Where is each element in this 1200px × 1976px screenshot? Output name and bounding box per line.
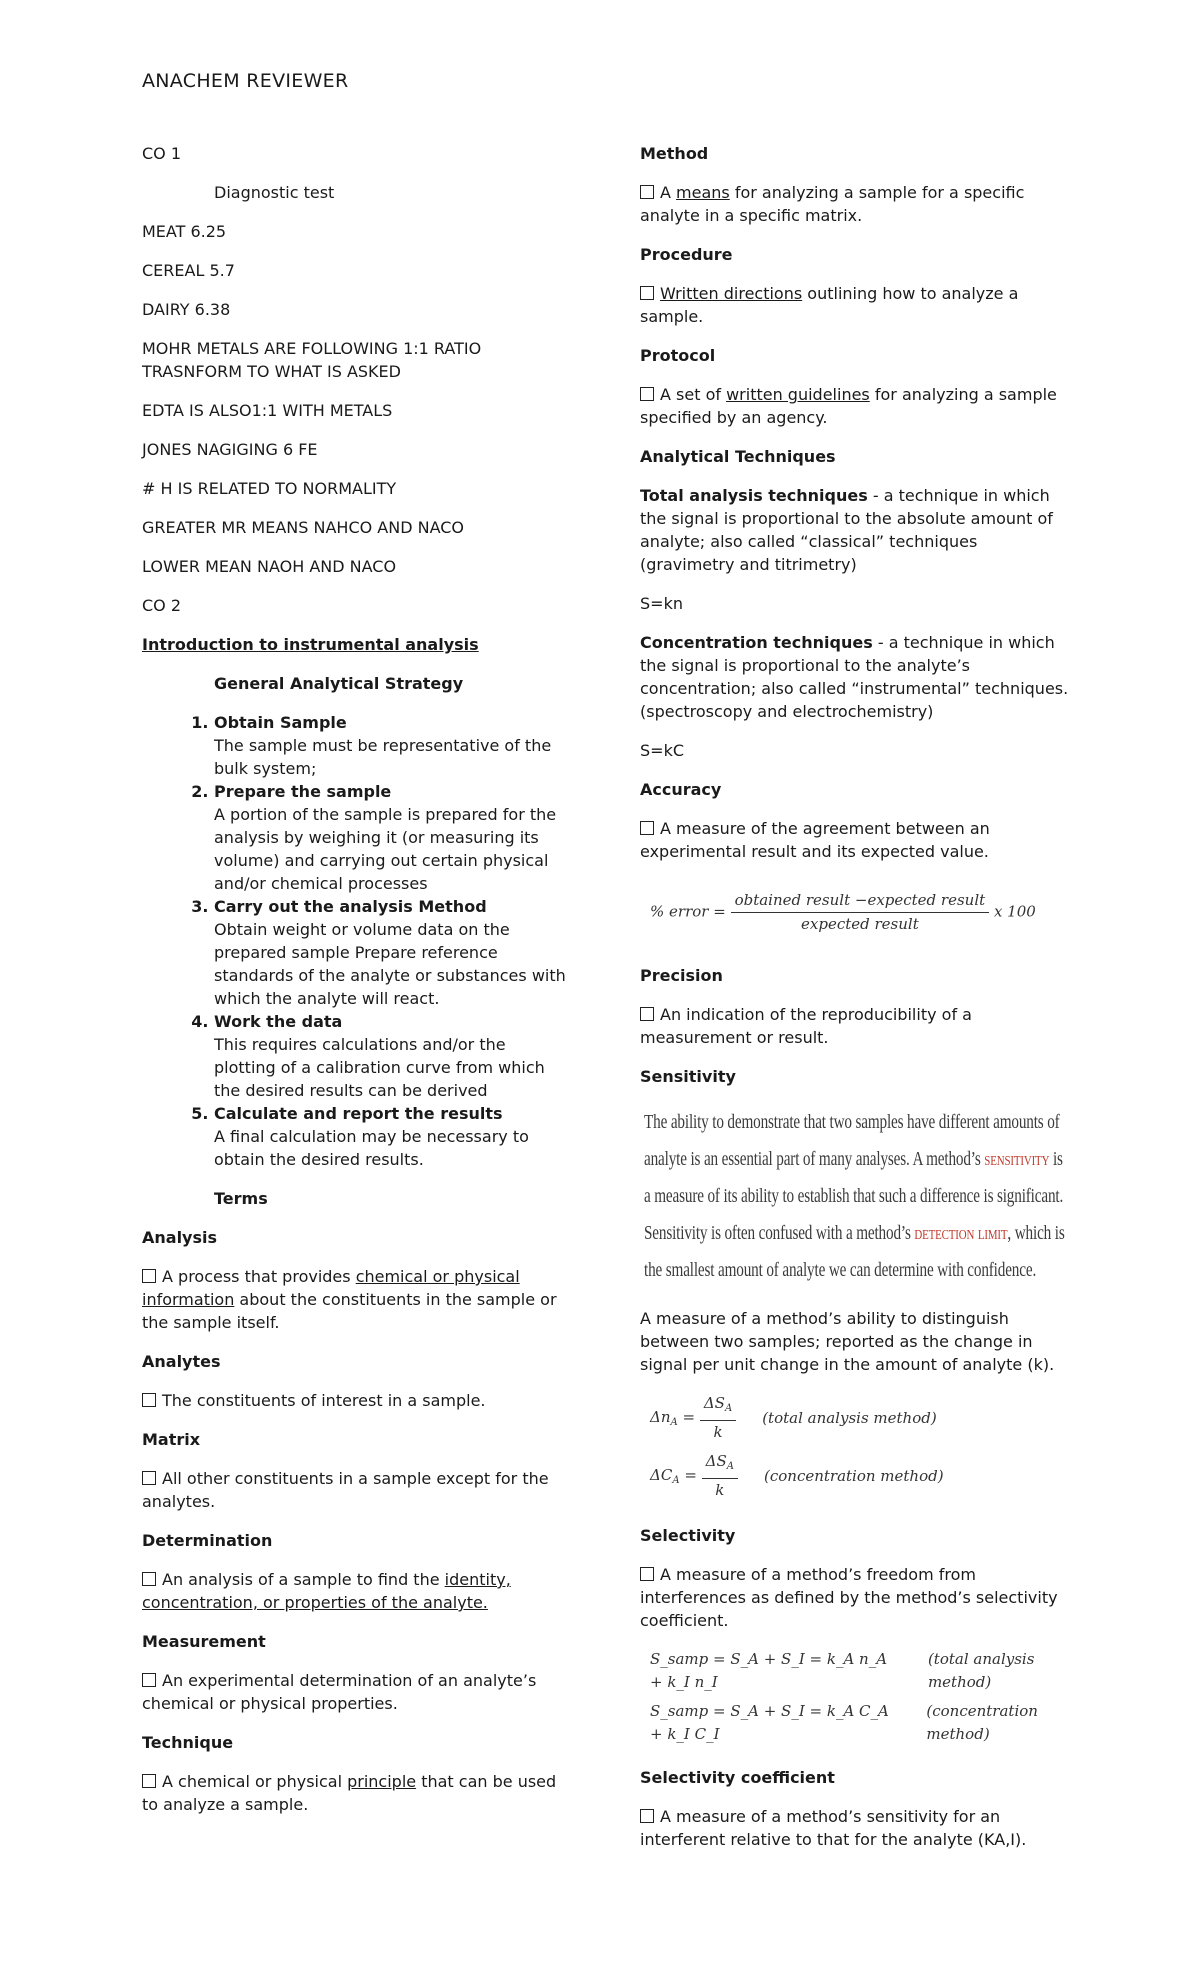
procedure-def: Written directions outlining how to analyze a sample. <box>640 284 1019 326</box>
technique-def: A chemical or physical principle that can be used to analyze a sample. <box>142 1772 557 1814</box>
accuracy-heading: Accuracy <box>640 780 722 799</box>
right-column <box>640 142 1070 1867</box>
step-item: 4. Work the data This requires calculations and/or the plotting of a calibration curve from which the desired results can be derived <box>214 1010 572 1102</box>
meat-factor: MEAT 6.25 <box>142 222 227 241</box>
lower-note: LOWER MEAN NAOH AND NACO <box>142 557 397 576</box>
sel-eq-conc: S_samp = S_A + S_I = k_A C_A + k_I C_I (concentration method) <box>650 1702 1038 1743</box>
checkbox-icon <box>640 1567 654 1581</box>
sensitivity-excerpt-image: The ability to demonstrate that two samples have different amounts of analyte is an essential part of many analyses. A method’s sensitivity is a measure of its ability to establish that such a difference is significant. Sensitivity is often confused with a method’s detection limit, which is the smallest amount of analyte we can determine with confidence. <box>644 1112 1065 1281</box>
co2-label: CO 2 <box>142 596 182 615</box>
analysis-heading: Analysis <box>142 1228 218 1247</box>
total-analysis-def: Total analysis techniques - a technique in which the signal is proportional to the absolute amount of analyte; also called “classical” techniques (gravimetry and titrimetry) <box>640 486 1053 574</box>
selectivity-equations <box>650 1648 1070 1746</box>
checkbox-icon <box>640 387 654 401</box>
sensitivity-def: A measure of a method’s ability to distinguish between two samples; reported as the change in signal per unit change in the amount of analyte (k). <box>640 1309 1055 1374</box>
selectivity-def: A measure of a method’s freedom from interferences as defined by the method’s selectivity coefficient. <box>640 1565 1058 1630</box>
accuracy-def: A measure of the agreement between an experimental result and its expected value. <box>640 819 990 861</box>
selectivity-heading: Selectivity <box>640 1526 736 1545</box>
selectivity-coef-def: A measure of a method’s sensitivity for an interferent relative to that for the analyte (KA,I). <box>640 1807 1027 1849</box>
checkbox-icon <box>142 1774 156 1788</box>
step-item: 3. Carry out the analysis Method Obtain weight or volume data on the prepared sample Prepare reference standards of the analyte or substances with which the analyte will react. <box>214 895 572 1010</box>
measurement-def: An experimental determination of an analyte’s chemical or physical properties. <box>142 1671 537 1713</box>
sens-eq-total: $\Delta n_A$ = $\frac{\Delta S_A}{k}$ (total analysis method) <box>650 1394 937 1441</box>
co1-label: CO 1 <box>142 144 182 163</box>
edta-note: EDTA IS ALSO1:1 WITH METALS <box>142 401 393 420</box>
analysis-def: A process that provides chemical or physical information about the constituents in the sample or the sample itself. <box>142 1267 557 1332</box>
left-column <box>142 142 572 1832</box>
jones-note: JONES NAGIGING 6 FE <box>142 440 318 459</box>
greater-note: GREATER MR MEANS NAHCO AND NACO <box>142 518 465 537</box>
checkbox-icon <box>640 1809 654 1823</box>
checkbox-icon <box>640 286 654 300</box>
analytes-heading: Analytes <box>142 1352 221 1371</box>
matrix-heading: Matrix <box>142 1430 201 1449</box>
sensitivity-heading: Sensitivity <box>640 1067 736 1086</box>
step-item: 2. Prepare the sample A portion of the sample is prepared for the analysis by weighing it (or measuring its volume) and carrying out certain physical and/or chemical processes <box>214 780 572 895</box>
diagnostic-test: Diagnostic test <box>214 183 335 202</box>
technique-heading: Technique <box>142 1733 234 1752</box>
procedure-heading: Procedure <box>640 245 733 264</box>
percent-error-equation: % error = $\frac{\text{obtained result −expected result}}{\text{expected result}}$ x 100 <box>650 891 1036 933</box>
checkbox-icon <box>640 1007 654 1021</box>
step-item: 1. Obtain Sample The sample must be representative of the bulk system; <box>214 711 572 780</box>
techniques-heading: Analytical Techniques <box>640 447 836 466</box>
matrix-def: All other constituents in a sample except for the analytes. <box>142 1469 549 1511</box>
checkbox-icon <box>640 821 654 835</box>
checkbox-icon <box>142 1471 156 1485</box>
strategy-heading: General Analytical Strategy <box>214 674 464 693</box>
sens-eq-conc: $\Delta C_A$ = $\frac{\Delta S_A}{k}$ (concentration method) <box>650 1452 944 1499</box>
method-def: A means for analyzing a sample for a specific analyte in a specific matrix. <box>640 183 1025 225</box>
measurement-heading: Measurement <box>142 1632 266 1651</box>
protocol-heading: Protocol <box>640 346 716 365</box>
sel-eq-total: S_samp = S_A + S_I = k_A n_A + k_I n_I (total analysis method) <box>650 1650 1035 1691</box>
page-title: ANACHEM REVIEWER <box>142 70 349 92</box>
intro-heading: Introduction to instrumental analysis <box>142 635 479 654</box>
checkbox-icon <box>142 1673 156 1687</box>
selectivity-coef-heading: Selectivity coefficient <box>640 1768 835 1787</box>
method-heading: Method <box>640 144 709 163</box>
determination-heading: Determination <box>142 1531 273 1550</box>
dairy-factor: DAIRY 6.38 <box>142 300 231 319</box>
protocol-def: A set of written guidelines for analyzing a sample specified by an agency. <box>640 385 1057 427</box>
determination-def: An analysis of a sample to find the identity, concentration, or properties of the analyte. <box>142 1570 511 1612</box>
precision-def: An indication of the reproducibility of a measurement or result. <box>640 1005 972 1047</box>
step-item: 5. Calculate and report the results A final calculation may be necessary to obtain the desired results. <box>214 1102 572 1171</box>
concentration-def: Concentration techniques - a technique in which the signal is proportional to the analyte’s concentration; also called “instrumental” techniques. (spectroscopy and electrochemistry) <box>640 633 1069 721</box>
strategy-steps <box>142 711 572 1171</box>
terms-heading: Terms <box>214 1189 268 1208</box>
sensitivity-equations <box>650 1392 1070 1502</box>
s-kc-equation: S=kC <box>640 741 684 760</box>
checkbox-icon <box>640 185 654 199</box>
checkbox-icon <box>142 1393 156 1407</box>
h-note: # H IS RELATED TO NORMALITY <box>142 479 397 498</box>
checkbox-icon <box>142 1269 156 1283</box>
analytes-def: The constituents of interest in a sample. <box>142 1389 572 1412</box>
precision-heading: Precision <box>640 966 723 985</box>
s-kn-equation: S=kn <box>640 594 683 613</box>
checkbox-icon <box>142 1572 156 1586</box>
cereal-factor: CEREAL 5.7 <box>142 261 235 280</box>
mohr-note: MOHR METALS ARE FOLLOWING 1:1 RATIO TRASNFORM TO WHAT IS ASKED <box>142 339 482 381</box>
